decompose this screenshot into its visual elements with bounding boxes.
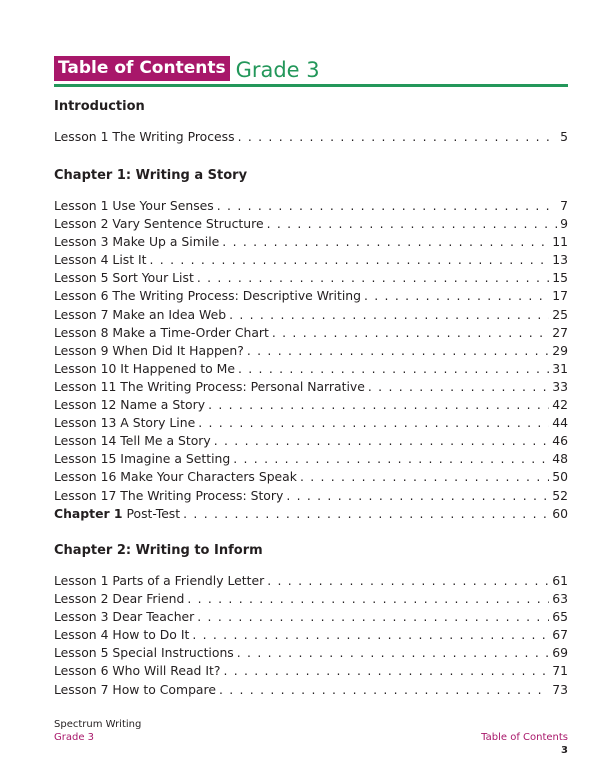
toc-entry-label: Lesson 3 Make Up a Simile: [54, 234, 220, 250]
toc-entry-label: Lesson 3 Dear Teacher: [54, 609, 195, 625]
toc-entry-chapter-label: Chapter 1: [54, 505, 123, 521]
toc-entry-page: 13: [552, 252, 568, 268]
toc-entry[interactable]: [54, 342, 568, 360]
footer-grade: Grade 3: [54, 732, 95, 743]
dot-leader: [286, 487, 549, 505]
section-heading: Chapter 2: Writing to Inform: [54, 543, 263, 558]
toc-entry-page: 71: [552, 663, 568, 679]
toc-entry-page: 29: [552, 342, 568, 358]
dot-leader: [233, 450, 549, 468]
toc-entry-label: Lesson 2 Dear Friend: [54, 591, 185, 607]
toc-entry-title: [54, 324, 269, 342]
toc-entry-page: 48: [552, 451, 568, 467]
toc-entry-page: 69: [552, 645, 568, 661]
dot-leader: [187, 590, 549, 608]
toc-entry-page: 11: [552, 234, 568, 250]
toc-entry[interactable]: [54, 432, 568, 450]
toc-list: [54, 572, 568, 699]
toc-entry-page: 33: [552, 378, 568, 394]
toc-entry-title: [54, 450, 230, 468]
toc-entry-label: Lesson 8 Make a Time-Order Chart: [54, 324, 269, 340]
toc-entry[interactable]: [54, 505, 568, 523]
toc-entry-title: [54, 662, 220, 680]
toc-entry-title: [54, 644, 234, 662]
toc-entry-label: Lesson 1 Parts of a Friendly Letter: [54, 573, 265, 588]
toc-entry[interactable]: [54, 287, 568, 305]
section-chapter-2: [54, 543, 568, 699]
toc-entry-title: [54, 197, 214, 215]
footer-section-name: Table of Contents: [481, 732, 568, 743]
toc-entry-label: Lesson 16 Make Your Characters Speak: [54, 469, 297, 485]
toc-entry-label: Lesson 7 How to Compare: [54, 681, 216, 697]
section-heading: Introduction: [54, 99, 145, 114]
toc-entry-page: 5: [560, 129, 568, 144]
toc-entry-page: 73: [552, 681, 568, 697]
dot-leader: [247, 342, 549, 360]
dot-leader: [197, 269, 549, 287]
toc-entry-label: Lesson 4 How to Do It: [54, 627, 190, 643]
dot-leader: [272, 324, 549, 342]
title-box: Table of Contents: [54, 56, 230, 81]
dot-leader: [237, 644, 549, 662]
toc-entry-page: 7: [560, 198, 568, 213]
dot-leader: [150, 251, 550, 269]
toc-entry-title: [54, 626, 189, 644]
toc-entry-page: 9: [560, 216, 568, 232]
toc-entry-page: 52: [552, 487, 568, 503]
toc-entry-label: Lesson 17 The Writing Process: Story: [54, 487, 284, 503]
toc-entry-title: [54, 215, 264, 233]
toc-entry-title: [54, 608, 194, 626]
toc-entry-title: [54, 572, 264, 590]
dot-leader: [208, 396, 549, 414]
toc-entry[interactable]: [54, 396, 568, 414]
page-title: [54, 55, 320, 81]
toc-entry-title: [54, 233, 219, 251]
toc-entry-title: [54, 590, 184, 608]
toc-entry-page: 44: [552, 415, 568, 431]
dot-leader: [238, 128, 558, 146]
toc-entry-title: [54, 487, 283, 505]
toc-entry-title: [54, 468, 297, 486]
toc-list: [54, 128, 568, 146]
toc-entry-label: Lesson 9 When Did It Happen?: [54, 342, 244, 358]
toc-entry-title: [54, 251, 147, 269]
toc-entry-title: [54, 360, 235, 378]
toc-entry-label: Lesson 5 Sort Your List: [54, 270, 194, 286]
dot-leader: [219, 681, 549, 699]
toc-entry-label: Post-Test: [122, 505, 181, 521]
toc-entry-title: [54, 342, 244, 360]
dot-leader: [223, 662, 549, 680]
footer-book-info: [54, 718, 141, 744]
toc-entry[interactable]: [54, 450, 568, 468]
toc-entry-title: [54, 396, 205, 414]
dot-leader: [217, 197, 557, 215]
toc-entry-page: 42: [552, 397, 568, 413]
toc-entry-title: [54, 432, 211, 450]
dot-leader: [192, 626, 549, 644]
toc-entry-label: Lesson 5 Special Instructions: [54, 645, 234, 661]
dot-leader: [183, 505, 549, 523]
toc-entry[interactable]: [54, 608, 568, 626]
toc-entry-page: 31: [552, 360, 568, 376]
toc-entry[interactable]: [54, 662, 568, 680]
dot-leader: [214, 432, 549, 450]
toc-entry-label: Lesson 7 Make an Idea Web: [54, 306, 227, 322]
toc-entry[interactable]: [54, 644, 568, 662]
toc-entry-label: Lesson 15 Imagine a Setting: [54, 451, 231, 467]
dot-leader: [368, 378, 549, 396]
toc-entry-label: Lesson 12 Name a Story: [54, 397, 206, 413]
toc-entry-label: Lesson 10 It Happened to Me: [54, 360, 235, 376]
toc-entry-label: Lesson 2 Vary Sentence Structure: [54, 216, 264, 232]
dot-leader: [198, 414, 549, 432]
toc-entry-page: 46: [552, 433, 568, 449]
page-number: 3: [561, 745, 568, 756]
dot-leader: [229, 306, 549, 324]
toc-entry[interactable]: [54, 324, 568, 342]
dot-leader: [197, 608, 549, 626]
toc-entry-label: Lesson 13 A Story Line: [54, 415, 196, 431]
toc-entry-label: Lesson 6 Who Will Read It?: [54, 663, 221, 679]
title-grade: Grade 3: [235, 58, 320, 82]
toc-entry[interactable]: [54, 681, 568, 699]
toc-entry-title: [54, 269, 194, 287]
toc-entry[interactable]: [54, 378, 568, 396]
toc-entry-page: 27: [552, 324, 568, 340]
toc-entry-page: 63: [552, 591, 568, 607]
toc-list: [54, 197, 568, 523]
toc-entry-page: 61: [552, 573, 568, 588]
toc-entry-title: [54, 505, 180, 523]
toc-entry-label: Lesson 6 The Writing Process: Descriptive Writing: [54, 288, 361, 304]
dot-leader: [364, 287, 549, 305]
toc-entry[interactable]: [54, 233, 568, 251]
toc-entry-page: 15: [552, 270, 568, 286]
toc-entry[interactable]: [54, 360, 568, 378]
toc-entry-page: 25: [552, 306, 568, 322]
section-heading: Chapter 1: Writing a Story: [54, 168, 248, 183]
toc-entry-title: [54, 378, 365, 396]
toc-entry-title: [54, 306, 226, 324]
toc-entry-label: Lesson 1 Use Your Senses: [54, 198, 214, 213]
toc-entry-page: 17: [552, 288, 568, 304]
toc-entry-label: Lesson 11 The Writing Process: Personal Narrative: [54, 378, 365, 394]
toc-entry[interactable]: [54, 128, 568, 146]
toc-entry-page: 50: [552, 469, 568, 485]
toc-entry[interactable]: [54, 251, 568, 269]
toc-entry[interactable]: [54, 590, 568, 608]
section-introduction: [54, 99, 568, 146]
toc-entry[interactable]: [54, 269, 568, 287]
title-divider: [54, 84, 568, 87]
toc-entry-title: [54, 287, 361, 305]
toc-entry-page: 67: [552, 627, 568, 643]
toc-entry-title: [54, 414, 195, 432]
section-chapter-1: [54, 168, 568, 523]
toc-entry-label: Lesson 1 The Writing Process: [54, 129, 235, 144]
toc-entry[interactable]: [54, 487, 568, 505]
toc-entry[interactable]: [54, 197, 568, 215]
dot-leader: [267, 572, 549, 590]
dot-leader: [300, 468, 549, 486]
toc-entry-title: [54, 681, 216, 699]
toc-entry-label: Lesson 4 List It: [54, 252, 147, 268]
toc-entry-page: 65: [552, 609, 568, 625]
dot-leader: [267, 215, 558, 233]
toc-entry[interactable]: [54, 215, 568, 233]
toc-entry-title: [54, 128, 235, 146]
dot-leader: [222, 233, 549, 251]
toc-entry-label: Lesson 14 Tell Me a Story: [54, 433, 211, 449]
dot-leader: [238, 360, 549, 378]
toc-entry[interactable]: [54, 572, 568, 590]
toc-entry[interactable]: [54, 626, 568, 644]
footer-book-title: Spectrum Writing: [54, 719, 142, 730]
toc-entry[interactable]: [54, 414, 568, 432]
toc-entry[interactable]: [54, 306, 568, 324]
toc-entry-page: 60: [552, 505, 568, 521]
toc-entry[interactable]: [54, 468, 568, 486]
